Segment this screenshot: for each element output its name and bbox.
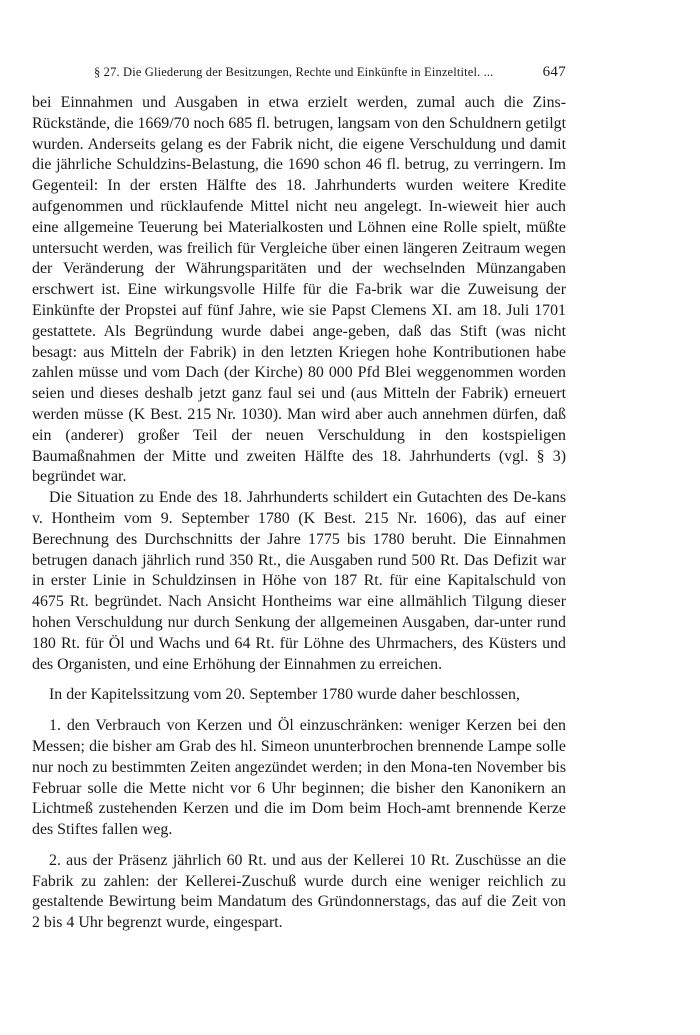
resolution-item-2: 2. aus der Präsenz jährlich 60 Rt. und aus der Kellerei 10 Rt. Zuschüsse an die Fabrik zu zahlen: der Kellerei-Zuschuß wurde durch eine weniger reichlich zu gestaltende Bewirtung beim Mandatum des Gründonnerstags, das auf die Zeit von 2 bis 4 Uhr begrenzt wurde, eingespart.: [32, 851, 566, 932]
page-number: 647: [542, 64, 566, 80]
paragraph-kapitelssitzung: In der Kapitelssitzung vom 20. September 1780 wurde daher beschlossen,: [49, 686, 520, 704]
resolution-item-1: 1. den Verbrauch von Kerzen und Öl einzuschränken: weniger Kerzen bei den Messen; die bisher am Grab des hl. Simeon ununterbrochen brennende Lampe solle nur noch zu bestimmten Zeiten angezündet werden; in den Mona-ten November bis Februar solle die Mette nicht vor 6 Uhr beginnen; die bisher den Kanonikern an Lichtmeß zustehenden Kerzen und die im Dom beim Hoch-amt brennende Kerze des Stiftes fallen weg.: [32, 717, 566, 839]
paragraph-continuation: bei Einnahmen und Ausgaben in etwa erzielt werden, zumal auch die Zins-Rückstände, die 1669/70 noch 685 fl. betrugen, langsam von den Schuldnern getilgt wurden. Anderseits gelang es der Fabrik nicht, die eigene Verschuldung und damit die jährliche Schuldzins-Belastung, die 1690 schon 46 fl. betrug, zu verringern. Im Gegenteil: In der ersten Hälfte des 18. Jahrhunderts wurden weitere Kredite aufgenommen und rücklaufende Mittel nicht neu angelegt. In-wieweit hier auch eine allgemeine Teuerung bei Materialkosten und Löhnen eine Rolle spielt, müßte untersucht werden, was freilich für Vergleiche über einen längeren Zeitraum wegen der Veränderung der Währungsparitäten und der wechselnden Münzangaben erschwert ist. Eine wirkungsvolle Hilfe für die Fa-brik war die Zuweisung der Einkünfte der Propstei auf fünf Jahre, wie sie Papst Clemens XI. am 18. Juli 1701 gestattete. Als Begründung wurde dabei ange-geben, daß das Stift (was nicht besagt: aus Mitteln der Fabrik) in den letzten Kriegen hohe Kontributionen habe zahlen müsse und vom Dach (der Kirche) 80 000 Pfd Blei weggenommen worden seien und dieses deshalb jetzt ganz faul sei und (aus Mitteln der Fabrik) erneuert werden müsse (K Best. 215 Nr. 1030). Man wird aber auch annehmen dürfen, daß ein (anderer) großer Teil der neuen Verschuldung in den kostspieligen Baumaßnahmen der Mitte und zweiten Hälfte des 18. Jahrhunderts (vgl. § 3) begründet war.: [32, 94, 566, 486]
book-page: [32, 64, 566, 934]
running-head-title: § 27. Die Gliederung der Besitzungen, Rechte und Einkünfte in Einzeltitel. ...: [94, 65, 494, 79]
body-text: [32, 93, 566, 934]
paragraph-situation: Die Situation zu Ende des 18. Jahrhunderts schildert ein Gutachten des De-kans v. Hontheim vom 9. September 1780 (K Best. 215 Nr. 1606), das auf einer Berechnung des Durchschnitts der Jahre 1775 bis 1780 beruht. Die Einnahmen betrugen danach jährlich rund 350 Rt., die Ausgaben rund 500 Rt. Das Defizit war in erster Linie in Schuldzinsen in Höhe von 187 Rt. für eine Kapitalschuld von 4675 Rt. begründet. Nach Ansicht Hontheims war eine allmählich Tilgung dieser hohen Verschuldung nur durch Senkung der allgemeinen Ausgaben, dar-unter rund 180 Rt. für Öl und Wachs und 64 Rt. für Löhne des Uhrmachers, des Küsters und des Organisten, und eine Erhöhung der Einnahmen zu erreichen.: [32, 489, 566, 673]
running-head: [32, 64, 566, 81]
